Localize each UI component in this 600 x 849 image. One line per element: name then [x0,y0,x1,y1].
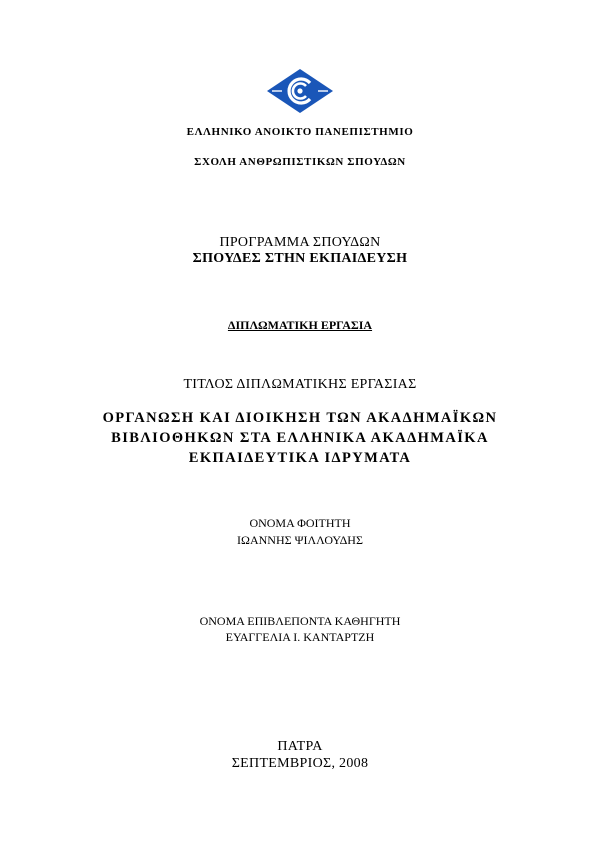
student-label: ΟΝΟΜΑ ΦΟΙΤΗΤΗ [249,516,351,530]
thesis-type: ΔΙΠΛΩΜΑΤΙΚΗ ΕΡΓΑΣΙΑ [227,318,373,332]
city: ΠΑΤΡΑ [277,739,323,754]
thesis-title-line: ΒΙΒΛΙΟΘΗΚΩΝ ΣΤΑ ΕΛΛΗΝΙΚΑ ΑΚΑΔΗΜΑΪΚΑ [111,430,489,446]
thesis-title-label: ΤΙΤΛΟΣ ΔΙΠΛΩΜΑΤΙΚΗΣ ΕΡΓΑΣΙΑΣ [183,377,417,392]
date: ΣΕΠΤΕΜΒΡΙΟΣ, 2008 [231,756,369,771]
thesis-title-line: ΕΚΠΑΙΔΕΥΤΙΚΑ ΙΔΡΥΜΑΤΑ [188,450,412,466]
program-name: ΣΠΟΥΔΕΣ ΣΤΗΝ ΕΚΠΑΙΔΕΥΣΗ [192,251,408,266]
school-name: ΣΧΟΛΗ ΑΝΘΡΩΠΙΣΤΙΚΩΝ ΣΠΟΥΔΩΝ [194,156,406,168]
thesis-title-line: ΟΡΓΑΝΩΣΗ ΚΑΙ ΔΙΟΙΚΗΣΗ ΤΩΝ ΑΚΑΔΗΜΑΪΚΩΝ [102,410,498,426]
program-label: ΠΡΟΓΡΑΜΜΑ ΣΠΟΥΔΩΝ [219,235,381,250]
supervisor-label: ΟΝΟΜΑ ΕΠΙΒΛΕΠΟΝΤΑ ΚΑΘΗΓΗΤΗ [199,614,401,628]
supervisor-name: ΕΥΑΓΓΕΛΙΑ Ι. ΚΑΝΤΑΡΤΖΗ [225,630,375,644]
university-name: ΕΛΛΗΝΙΚΟ ΑΝΟΙΚΤΟ ΠΑΝΕΠΙΣΤΗΜΙΟ [186,126,414,138]
university-emblem-icon [266,68,334,114]
student-name: ΙΩΑΝΝΗΣ ΨΙΛΛΟΥΔΗΣ [237,533,363,547]
